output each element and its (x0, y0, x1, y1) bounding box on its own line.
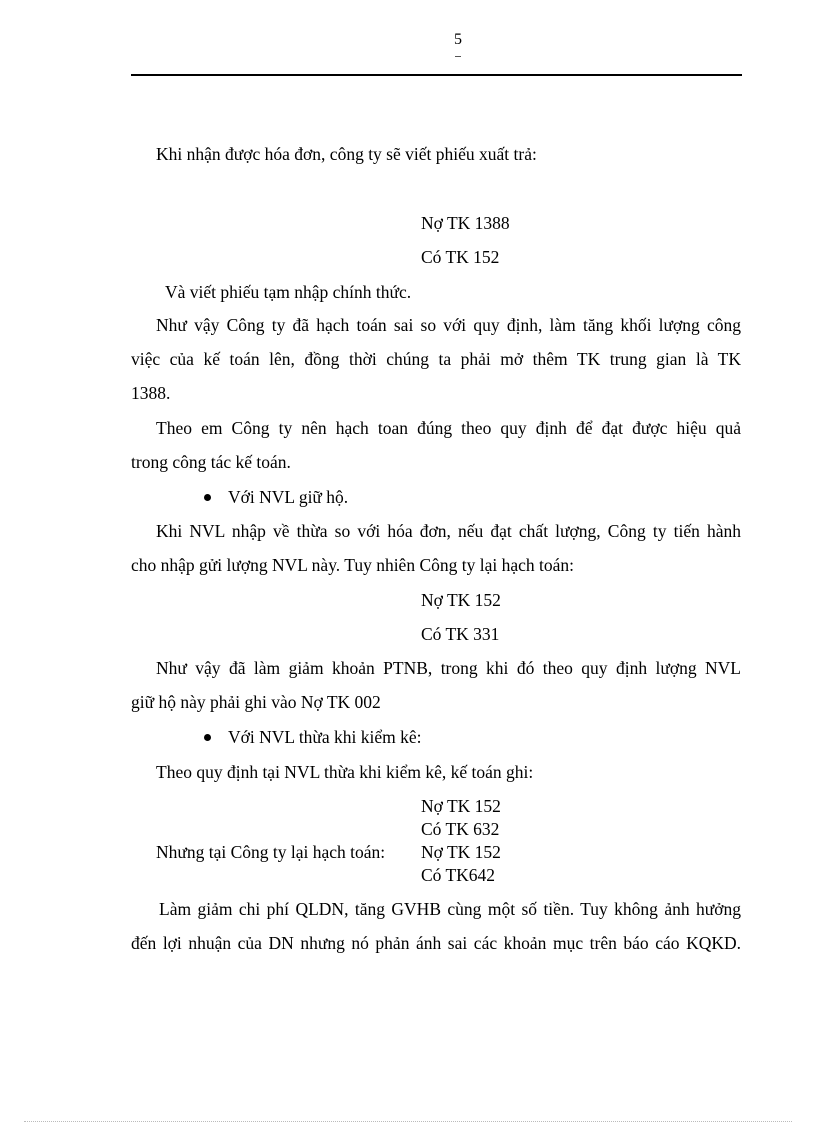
bullet (204, 734, 211, 741)
paragraph-line: Theo quy định tại NVL thừa khi kiểm kê, kế toán ghi: (156, 762, 534, 782)
paragraph-line: giữ hộ này phải ghi vào Nợ TK 002 (131, 692, 381, 712)
page-bottom-border (24, 1121, 792, 1122)
entry-debit: Nợ TK 152 (421, 796, 501, 816)
bullet-item: Với NVL thừa khi kiểm kê: (228, 727, 422, 747)
entry-credit: Có TK 632 (421, 819, 500, 839)
entry-credit: Có TK 152 (421, 247, 500, 267)
entry-debit: Nợ TK 152 (421, 842, 501, 862)
paragraph-line: Theo em Công ty nên hạch toan đúng theo quy định để đạt được hiệu quả (156, 418, 741, 438)
entry-debit: Nợ TK 152 (421, 590, 501, 610)
paragraph-line: đến lợi nhuận của DN nhưng nó phản ánh sai các khoản mục trên báo cáo KQKD. (131, 933, 741, 953)
paragraph-line: Khi NVL nhập về thừa so với hóa đơn, nếu đạt chất lượng, Công ty tiến hành (156, 521, 741, 541)
entry-debit: Nợ TK 1388 (421, 213, 510, 233)
paragraph-line: Như vậy đã làm giảm khoản PTNB, trong khi đó theo quy định lượng NVL (156, 658, 741, 678)
header-rule (131, 74, 742, 76)
paragraph-line: trong công tác kế toán. (131, 452, 291, 472)
paragraph-line: Khi nhận được hóa đơn, công ty sẽ viết phiếu xuất trả: (156, 144, 537, 164)
page-number: 5 (454, 31, 462, 48)
bullet-item: Với NVL giữ hộ. (228, 487, 349, 507)
paragraph-line: việc của kế toán lên, đồng thời chúng ta phải mở thêm TK trung gian là TK (131, 349, 741, 369)
page-number-mark (455, 56, 461, 57)
paragraph-line: Như vậy Công ty đã hạch toán sai so với quy định, làm tăng khối lượng công (156, 315, 741, 335)
paragraph-line: cho nhập gửi lượng NVL này. Tuy nhiên Công ty lại hạch toán: (131, 555, 574, 575)
bullet (204, 494, 211, 501)
paragraph-line: Và viết phiếu tạm nhập chính thức. (165, 282, 412, 302)
paragraph-line: Làm giảm chi phí QLDN, tăng GVHB cùng một số tiền. Tuy không ảnh hưởng (159, 899, 741, 919)
paragraph-line: 1388. (131, 383, 171, 403)
entry-credit: Có TK642 (421, 865, 496, 885)
paragraph-line: Nhưng tại Công ty lại hạch toán: (156, 842, 386, 862)
entry-credit: Có TK 331 (421, 624, 500, 644)
